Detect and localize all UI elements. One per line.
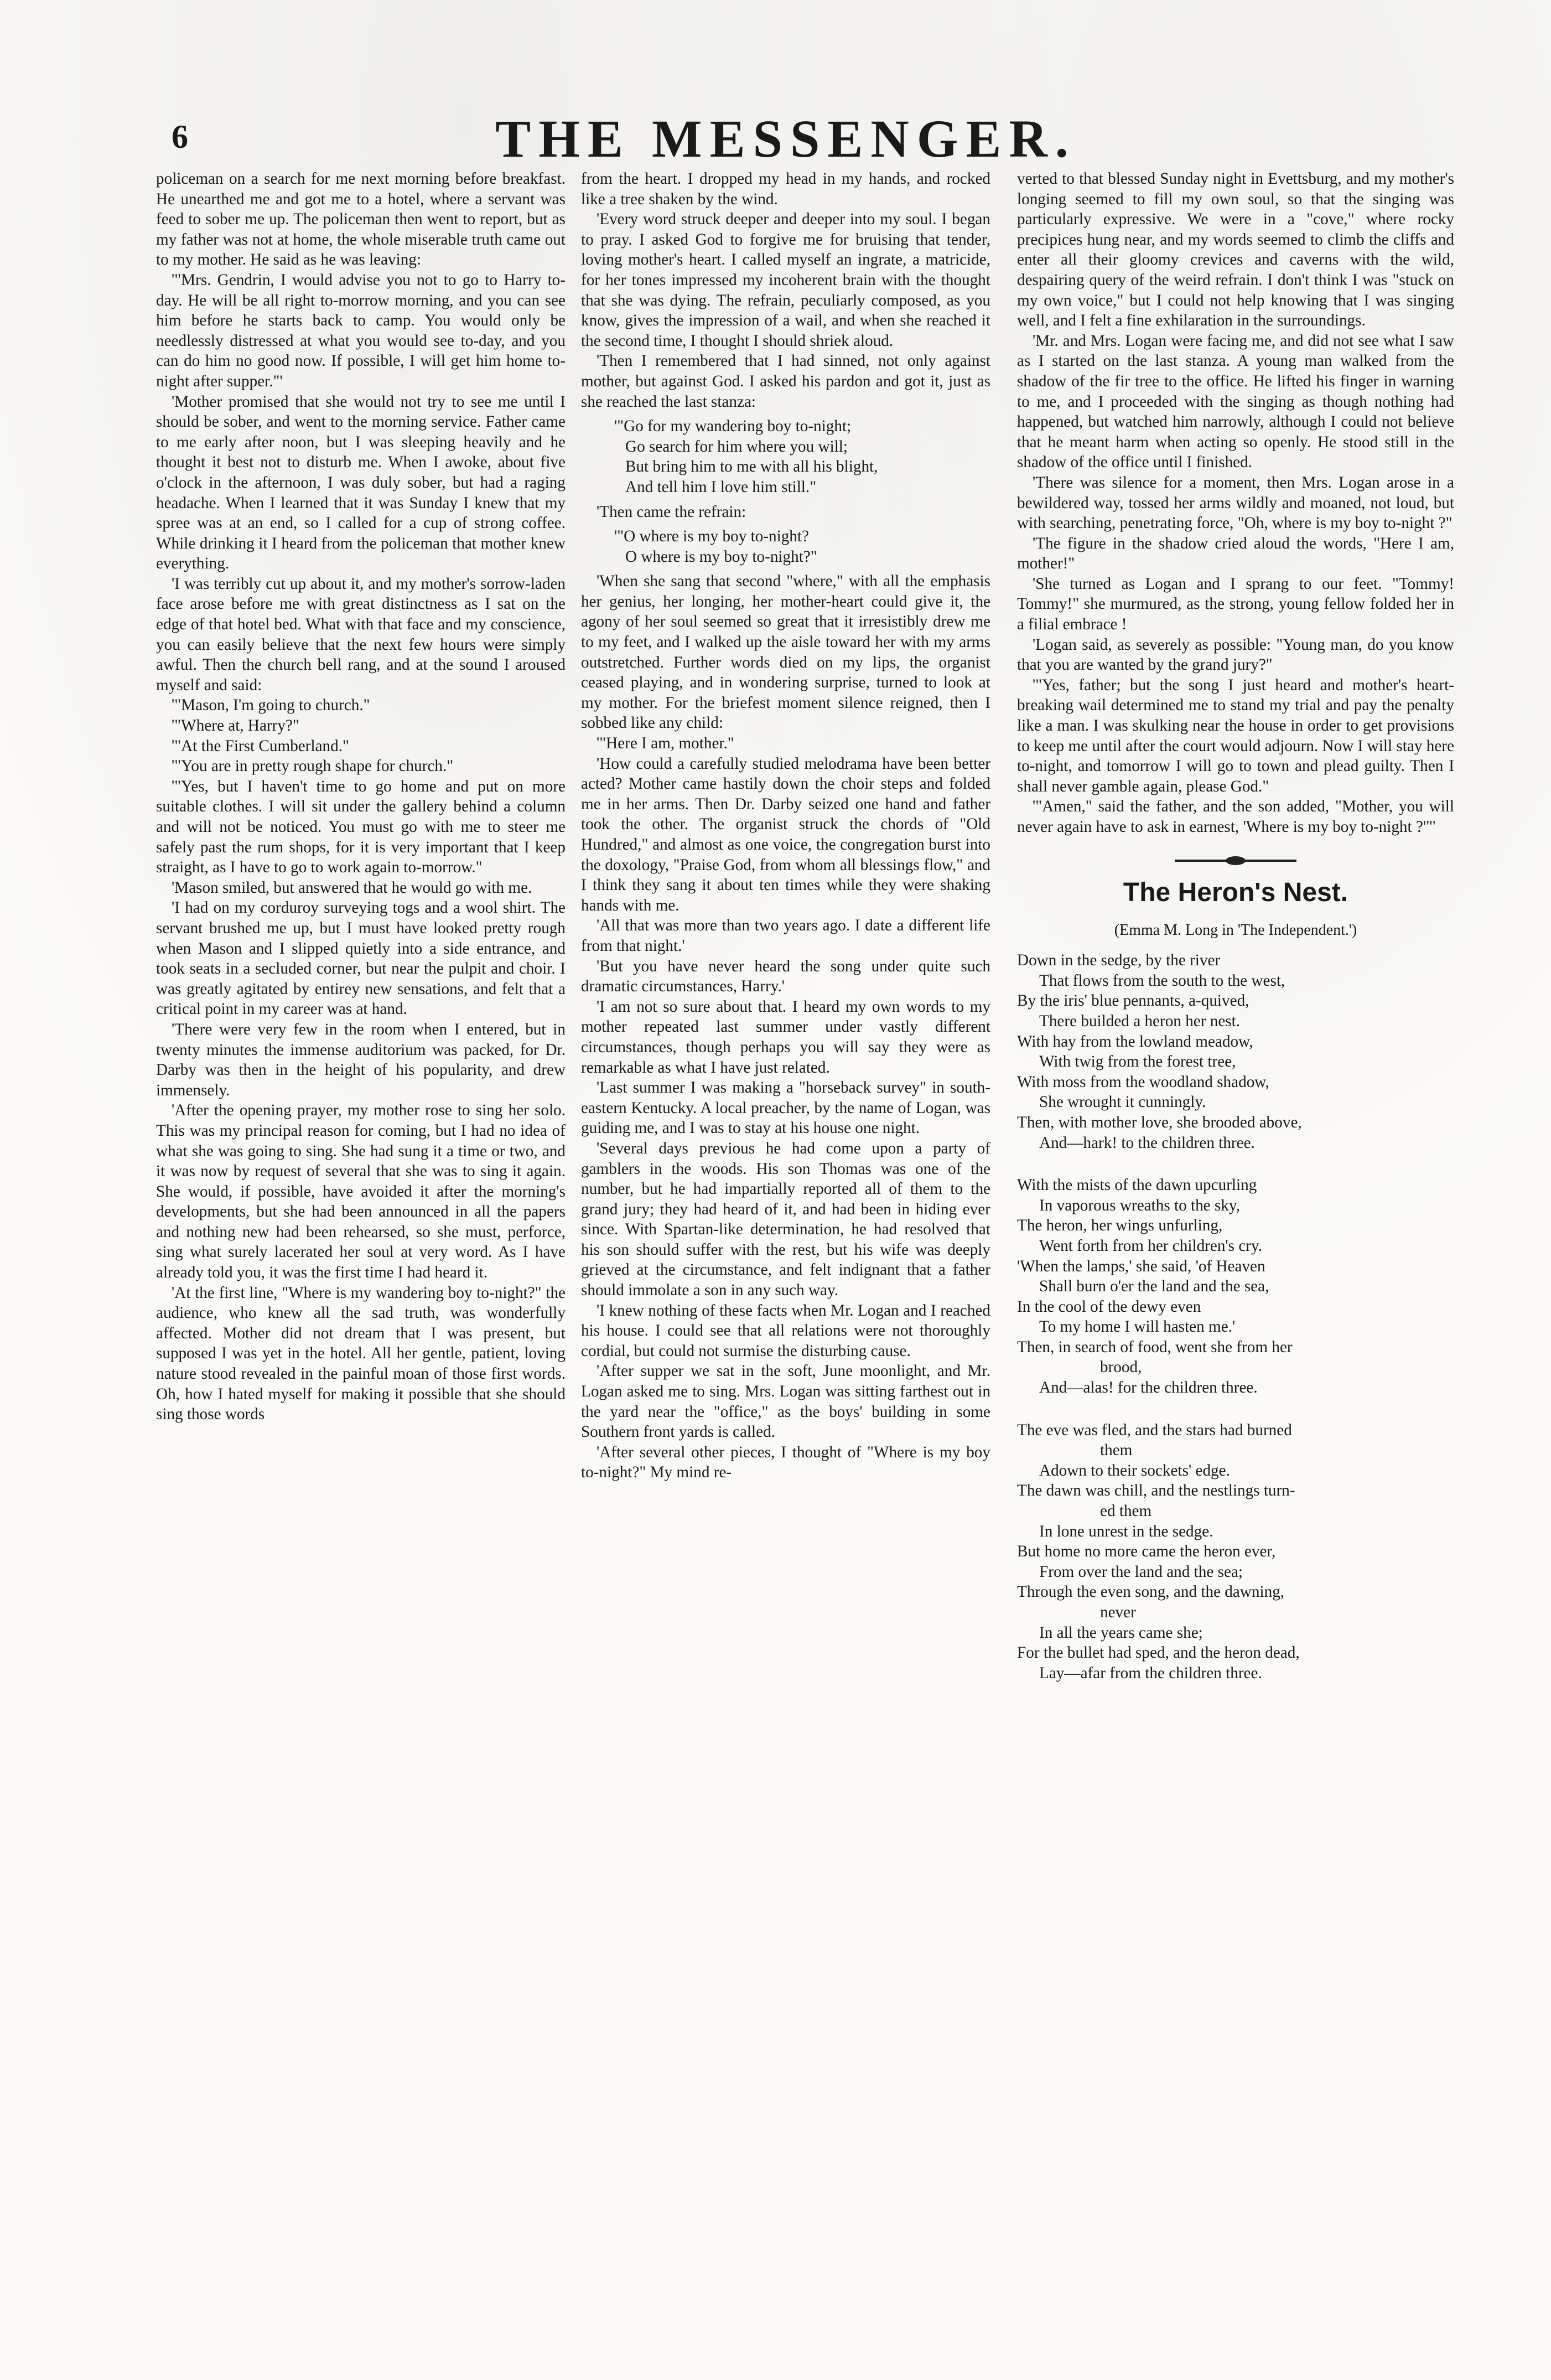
song-refrain [614,526,990,567]
poem-line: Down in the sedge, by the river [1017,951,1221,970]
page-header [149,108,1422,169]
poem-line: Shall burn o'er the land and the sea, [1039,1277,1269,1296]
paragraph: '"Yes, father; but the song I just heard and mother's heart-breaking wail determined me to stand my trial and pay the penalty like a man. I was skulking near the house in order to get provisions to keep me until after the court would adjourn. Now I will stay here to-night, and tomorrow I will go to town and plead guilty. Then I shall never gamble again, please God." [1017,676,1454,795]
poem-line: Adown to their sockets' edge. [1039,1461,1230,1479]
paragraph: 'Several days previous he had come upon a party of gamblers in the woods. His son Thomas was one of the number, but he had impartially reported all of them to the grand jury; they had heard of it, and had been in hiding ever since. With Spartan-like determination, he had resolved that his son should suffer with the rest, but his wife was deeply grieved at the circumstance, and felt indignant that a father should immolate a son in any such way. [581,1139,990,1300]
paragraph: '"Where at, Harry?" [172,717,299,735]
poem-line: Then, with mother love, she brooded above, [1017,1113,1302,1131]
poem-line: With the mists of the dawn upcurling [1017,1176,1257,1194]
poem-line: And—hark! to the children three. [1039,1134,1255,1152]
paragraph: 'All that was more than two years ago. I date a different life from that night.' [581,917,990,955]
poem-title: The Heron's Nest. [1123,877,1348,907]
poem-stanza-3 [1017,1420,1454,1684]
paragraph: 'I had on my corduroy surveying togs and a wool shirt. The servant brushed me up, but I must have looked pretty rough when Mason and I slipped quietly into a side entrance, and took seats in a secluded corner, but near the pulpit and choir. I was greatly agitated by entirey new sensations, and felt that a critical point in my career was at hand. [156,899,566,1018]
paragraph: 'I am not so sure about that. I heard my own words to my mother repeated last summer under vastly different circumstances, though perhaps you will say they were as remarkable as what I have just related. [581,997,990,1077]
paragraph: '"Mason, I'm going to church." [172,696,370,715]
paragraph: 'The figure in the shadow cried aloud the words, "Here I am, mother!" [1017,534,1454,573]
poem-line: To my home I will hasten me.' [1039,1318,1236,1336]
poem-line: For the bullet had sped, and the heron dead, [1017,1644,1300,1662]
paragraph: 'Then came the refrain: [596,503,746,521]
masthead-title: THE MESSENGER. [495,109,1076,168]
paragraph: 'There were very few in the room when I entered, but in twenty minutes the immense auditorium was packed, for Dr. Darby was then in the height of his popularity, and drew immensely. [156,1020,566,1099]
poem-line: With twig from the forest tree, [1039,1053,1236,1071]
poem-stanza-1 [1017,950,1454,1153]
poem-line: That flows from the south to the west, [1039,971,1285,990]
poem-line: Went forth from her children's cry. [1039,1236,1263,1255]
poem-line: Lay—afar from the children three. [1039,1664,1262,1682]
poem-line: brood, [1100,1358,1142,1377]
paragraph: 'But you have never heard the song under quite such dramatic circumstances, Harry.' [581,957,990,996]
paragraph: '"Yes, but I haven't time to go home and put on more suitable clothes. I will sit under the gallery behind a column and will not be noticed. You must go with me to steer me safely past the rum shops, for it is very important that I keep straight, as I have to go to work again to-morrow." [156,777,566,877]
poem-line: There builded a heron her nest. [1039,1012,1241,1030]
poem-line: never [1100,1603,1136,1621]
poem-line: And—alas! for the children three. [1039,1379,1258,1397]
paragraph: policeman on a search for me next morning before breakfast. He unearthed me and got me to a hotel, where a servant was feed to sober me up. The policeman then went to report, but as my father was not at home, the whole miserable truth came out to my mother. He said as he was leaving: [156,170,566,269]
paragraph: '"Amen," said the father, and the son added, "Mother, you will never again have to ask in earnest, 'Where is my boy to-night ?'"' [1017,798,1454,836]
paragraph: 'I was terribly cut up about it, and my mother's sorrow-laden face arose before me with great distinctness as I sat on the edge of that hotel bed. What with that face and my conscience, you can easily believe that the next few hours were simply awful. Then the church bell rang, and at the sound I aroused myself and said: [156,575,566,694]
poem-line: From over the land and the sea; [1039,1562,1243,1581]
poem-line: them [1100,1441,1133,1460]
paragraph: verted to that blessed Sunday night in Evettsburg, and my mother's longing seemed to fill my own soul, so that the singing was particularly expressive. We were in a "cove," where rocky precipices hung near, and my words seemed to climb the cliffs and enter all their gloomy crevices and caverns with the wild, despairing query of the weird refrain. I don't think I was "stuck on my own voice," but I could not help knowing that I was singing well, and I felt a fine exhilaration in the surroundings. [1017,170,1454,330]
poem-line: Through the even song, and the dawning, [1017,1583,1285,1601]
paragraph: 'Mother promised that she would not try to see me until I should be sober, and went to the morning service. Father came to me early after noon, but I was sleeping heavily and he thought it best not to disturb me. When I awoke, about five o'clock in the afternoon, I was duly sober, but had a raging headache. When I learned that it was Sunday I knew that my spree was at an end, so I called for a cup of strong coffee. While drinking it I heard from the policeman that mother knew everything. [156,392,566,573]
column-1 [156,169,566,1425]
poem-line: ed them [1100,1502,1152,1520]
paragraph: 'Then I remembered that I had sinned, not only against mother, but against God. I asked his pardon and got it, just as she reached the last stanza: [581,352,990,411]
poem-line: The heron, her wings unfurling, [1017,1217,1223,1235]
paragraph: '"At the First Cumberland." [172,737,349,755]
paragraph: 'Mr. and Mrs. Logan were facing me, and did not see what I saw as I started on the last stanza. A young man walked from the shadow of the fir tree to the office. He lifted his finger in warning to me, and I proceeded with the singing as though nothing had happened, but watched him narrowly, although I could not believe that he meant harm when acting so openly. He stood still in the shadow of the office until I finished. [1017,332,1454,472]
poem-line: In all the years came she; [1039,1623,1203,1642]
page-number: 6 [172,118,188,155]
paragraph: 'How could a carefully studied melodrama have been better acted? Mother came hastily down the choir steps and folded me in her arms. Then Dr. Darby seized one hand and father took the other. The organist struck the chords of "Old Hundred," and almost as one voice, the congregation burst into the doxology, "Praise God, from whom all blessings flow," and I think they sang it about ten times while they were shaking hands with me. [581,754,990,914]
paragraph: 'After several other pieces, I thought of "Where is my boy to-night?" My mind re- [581,1443,990,1482]
paragraph: 'Last summer I was making a "horseback survey" in south-eastern Kentucky. A local preacher, by the name of Logan, was guiding me, and I was to stay at his house one night. [581,1079,990,1137]
paragraph: 'I knew nothing of these facts when Mr. Logan and I reached his house. I could see that all relations were not thoroughly cordial, but could not surmise the disturbing cause. [581,1301,990,1360]
poem-credit: (Emma M. Long in 'The Independent.') [1114,921,1357,939]
verse-line: But bring him to me with all his blight, [625,458,878,476]
paragraph: 'After the opening prayer, my mother rose to sing her solo. This was my principal reason for coming, but I had no idea of what she was going to sing. She had sung it a time or two, and it was now by request of several that she was to sing it again. She would, if possible, have avoided it after the morning's developments, but she had been announced in all the papers and nothing new had been rehearsed, so she must, perforce, sing what surely lacerated her soul at very word. As I have already told you, it was the first time I had heard it. [156,1101,566,1282]
paragraph: 'When she sang that second "where," with all the emphasis her genius, her longing, her mother-heart could give it, the agony of her soul seemed so great that it irresistibly drew me to my feet, and I walked up the aisle toward her with my arms outstretched. Further words died on my lips, the organist ceased playing, and in wondering surprise, turned to look at my mother. For the briefest moment silence reigned, then I sobbed like any child: [581,572,990,732]
poem-line: In lone unrest in the sedge. [1039,1522,1213,1540]
poem-line: In the cool of the dewy even [1017,1297,1201,1316]
paragraph: 'Logan said, as severely as possible: "Young man, do you know that you are wanted by the grand jury?" [1017,635,1454,674]
poem-line: 'When the lamps,' she said, 'of Heaven [1017,1257,1265,1275]
verse-line: And tell him I love him still." [625,478,817,496]
poem-line: Then, in search of food, went she from her [1017,1338,1293,1356]
paragraph: 'Every word struck deeper and deeper into my soul. I began to pray. I asked God to forgive me for bruising that tender, loving mother's heart. I called myself an ingrate, a matricide, for her tones impressed my incoherent brain with the thought that she was dying. The refrain, peculiarly composed, as you know, gives the impression of a wail, and when she reached it the second time, I thought I should shriek aloud. [581,210,990,350]
paragraph: 'She turned as Logan and I sprang to our feet. "Tommy! Tommy!" she murmured, as the strong, young fellow folded her in a filial embrace ! [1017,575,1454,634]
poem-line: With moss from the woodland shadow, [1017,1073,1269,1091]
poem-line: She wrought it cunningly. [1039,1093,1206,1111]
paragraph: '"Here I am, mother." [596,734,734,753]
poem-line: With hay from the lowland meadow, [1017,1032,1253,1051]
song-verse [614,416,990,497]
paragraph: 'After supper we sat in the soft, June moonlight, and Mr. Logan asked me to sing. Mrs. Logan was sitting farthest out in the yard near the "office," as the boys' building in some Southern front yards is called. [581,1362,990,1441]
poem-line: In vaporous wreaths to the sky, [1039,1196,1240,1214]
column-3 [1017,169,1454,1705]
paragraph: 'Mason smiled, but answered that he would go with me. [172,878,532,897]
column-2 [581,169,990,1483]
verse-line: Go search for him where you will; [625,437,848,456]
verse-line: O where is my boy to-night?" [625,547,817,566]
verse-line: '"Go for my wandering boy to-night; [614,417,852,436]
paragraph: 'At the first line, "Where is my wandering boy to-night?" the audience, who knew all the sad truth, was wonderfully affected. Mother did not dream that I was present, but supposed I was yet in the hotel. All her gentle, patient, loving nature stood revealed in the painful moan of those first words. Oh, how I hated myself for making it possible that she should sing those words [156,1284,566,1424]
poem-line: But home no more came the heron ever, [1017,1543,1276,1561]
paragraph: 'There was silence for a moment, then Mrs. Logan arose in a bewildered way, tossed her arms wildly and moaned, not loud, but with searching, penetrating force, "Oh, where is my boy to-night ?" [1017,473,1454,532]
paragraph: '"Mrs. Gendrin, I would advise you not to go to Harry to-day. He will be all right to-morrow morning, and you can see him before he starts back to camp. You would only be needlessly distressed at what you would see to-day, and you can do him no good now. If possible, I will get him home to-night after supper."' [156,271,566,390]
poem-line: By the iris' blue pennants, a-quived, [1017,992,1249,1010]
paragraph: '"You are in pretty rough shape for church." [172,757,454,775]
poem-stanza-2 [1017,1175,1454,1398]
paragraph: from the heart. I dropped my head in my hands, and rocked like a tree shaken by the wind. [581,170,990,208]
verse-line: '"O where is my boy to-night? [614,527,809,546]
poem-line: The dawn was chill, and the nestlings turn- [1017,1482,1295,1500]
ornamental-divider [1175,860,1296,862]
poem-line: The eve was fled, and the stars had burned [1017,1421,1292,1439]
